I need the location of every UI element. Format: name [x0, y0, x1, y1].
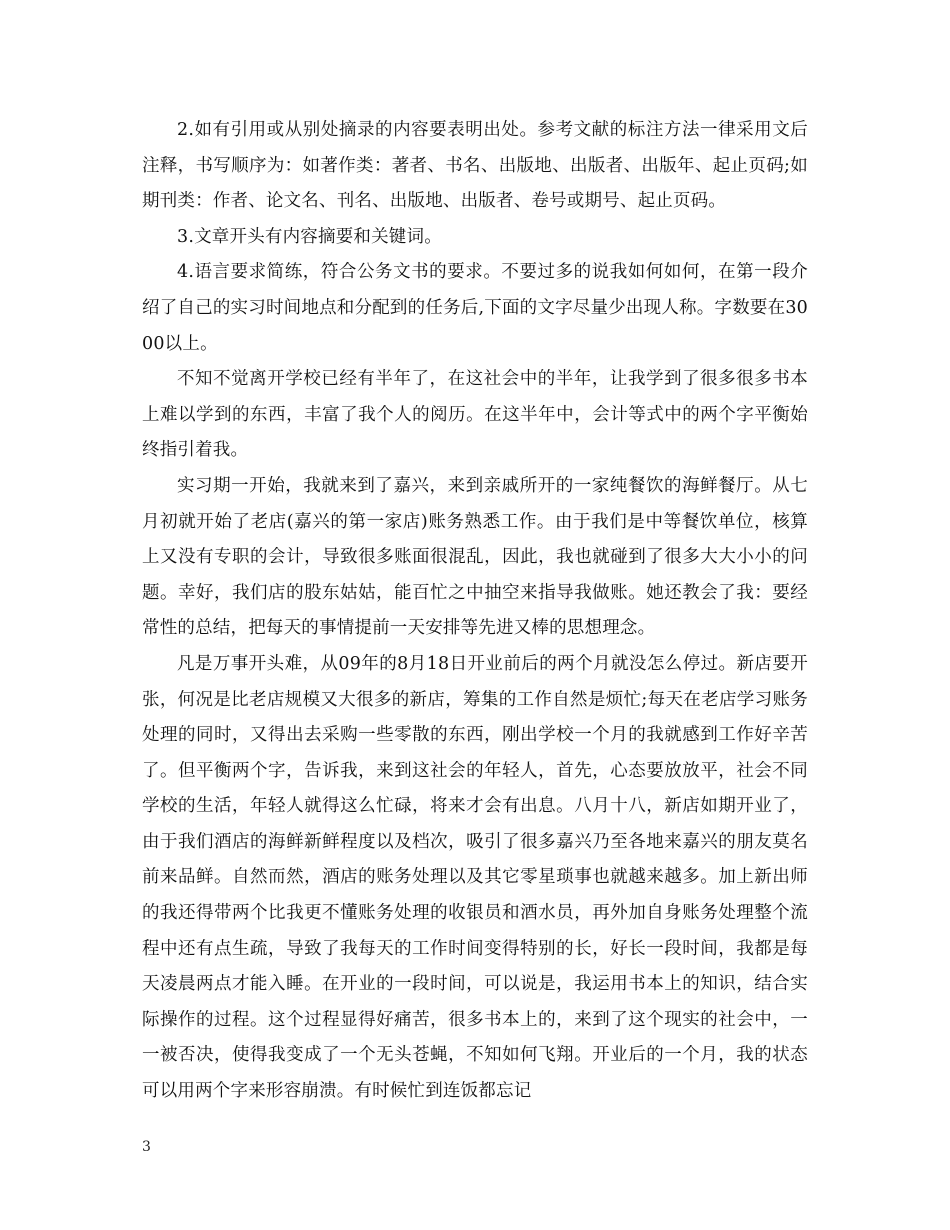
paragraph-abstract-keywords: 3.文章开头有内容摘要和关键词。	[177, 226, 442, 247]
paragraph-internship-start: 实习期一开始，我就来到了嘉兴，来到亲戚所开的一家纯餐饮的海鲜餐厅。从七月初就开始了老店(嘉兴的第一家店)账务熟悉工作。由于我们是中等餐饮单位，核算上又没有专职的会计，导致很多账面很混乱，因此，我也就碰到了很多大大小小的问题。幸好，我们店的股东姑姑，能百忙之中抽空来指导我做账。她还教会了我：要经常性的总结，把每天的事情提前一天安排等先进又棒的思想理念。	[142, 475, 808, 639]
paragraph-language-requirements: 4.语言要求简练，符合公务文书的要求。不要过多的说我如何如何，在第一段介绍了自己的实习时间地点和分配到的任务后,下面的文字尽量少出现人称。字数要在3000以上。	[142, 262, 808, 354]
document-body	[142, 113, 808, 1110]
paragraph-citation-rules: 2.如有引用或从别处摘录的内容要表明出处。参考文献的标注方法一律采用文后注释，书写顺序为：如著作类：著者、书名、出版地、出版者、出版年、起止页码;如期刊类：作者、论文名、刊名、出版地、出版者、卷号或期号、起止页码。	[142, 120, 808, 212]
paragraph-half-year-reflection: 不知不觉离开学校已经有半年了，在这社会中的半年，让我学到了很多很多书本上难以学到的东西，丰富了我个人的阅历。在这半年中，会计等式中的两个字平衡始终指引着我。	[142, 369, 808, 461]
page-number: 3	[142, 1139, 151, 1155]
paragraph-new-store-opening: 凡是万事开头难，从09年的8月18日开业前后的两个月就没怎么停过。新店要开张，何况是比老店规模又大很多的新店，筹集的工作自然是烦忙;每天在老店学习账务处理的同时，又得出去采购一些零散的东西，刚出学校一个月的我就感到工作好辛苦了。但平衡两个字，告诉我，来到这社会的年轻人，首先，心态要放放平，社会不同学校的生活，年轻人就得这么忙碌，将来才会有出息。八月十八，新店如期开业了，由于我们酒店的海鲜新鲜程度以及档次，吸引了很多嘉兴乃至各地来嘉兴的朋友莫名前来品鲜。自然而然，酒店的账务处理以及其它零星琐事也就越来越多。加上新出师的我还得带两个比我更不懂账务处理的收银员和酒水员，再外加自身账务处理整个流程中还有点生疏，导致了我每天的工作时间变得特别的长，好长一段时间，我都是每天凌晨两点才能入睡。在开业的一段时间，可以说是，我运用书本上的知识，结合实际操作的过程。这个过程显得好痛苦，很多书本上的，来到了这个现实的社会中，一一被否决，使得我变成了一个无头苍蝇，不知如何飞翔。开业后的一个月，我的状态可以用两个字来形容崩溃。有时候忙到连饭都忘记	[142, 653, 808, 1102]
